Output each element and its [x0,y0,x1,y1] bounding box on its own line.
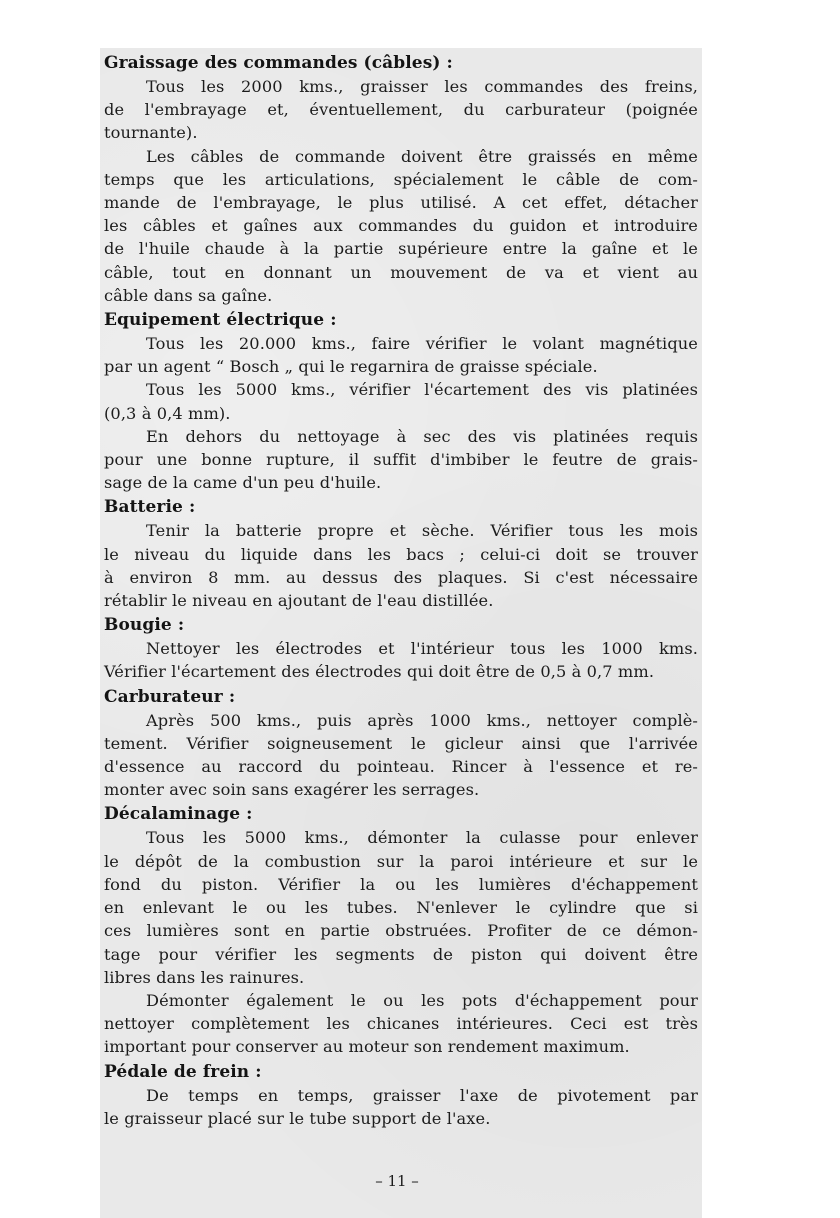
text-line: nettoyer complètement les chicanes intérieures. Ceci est très [104,1014,698,1034]
section-title: Carburateur : [104,686,236,707]
text-line: rétablir le niveau en ajoutant de l'eau distillée. [104,591,494,611]
text-line: Tous les 20.000 kms., faire vérifier le volant magnétique [146,334,698,354]
text-line: En dehors du nettoyage à sec des vis platinées requis [146,426,698,446]
text-line: Tenir la batterie propre et sèche. Vérifier tous les mois [146,521,698,541]
paragraph [104,332,698,378]
text-line: le graisseur placé sur le tube support de l'axe. [104,1108,491,1128]
text-line: Tous les 5000 kms., démonter la culasse pour enlever [146,828,698,848]
page-number: – 11 – [375,1172,419,1190]
paragraph [104,1084,698,1130]
paragraph [104,637,698,683]
text-line: fond du piston. Vérifier la ou les lumières d'échappement [104,874,698,894]
text-line: de l'huile chaude à la partie supérieure entre la gaîne et le [104,239,698,259]
text-line: Les câbles de commande doivent être graissés en même [146,146,698,166]
text-line: les câbles et gaînes aux commandes du guidon et introduire [104,216,698,236]
text-line: (0,3 à 0,4 mm). [104,403,231,423]
paragraph [104,145,698,307]
section [104,494,698,612]
section-title: Décalaminage : [104,804,253,825]
text-line: Tous les 2000 kms., graisser les commandes des freins, [146,77,698,96]
text-line: de l'embrayage et, éventuellement, du carburateur (poignée [104,100,698,120]
text-line: temps que les articulations, spécialement le câble de com- [104,169,698,189]
text-line: Vérifier l'écartement des électrodes qui doit être de 0,5 à 0,7 mm. [104,662,655,682]
text-line: monter avec soin sans exagérer les serrages. [104,780,480,800]
section-title: Batterie : [104,497,196,518]
paragraph [104,709,698,802]
text-line: De temps en temps, graisser l'axe de pivotement par [146,1085,698,1105]
text-line: Nettoyer les électrodes et l'intérieur tous les 1000 kms. [146,639,698,659]
text-line: par un agent “ Bosch „ qui le regarnira de graisse spéciale. [104,357,598,377]
paragraph [104,425,698,495]
section [104,801,698,1058]
scanned-page [100,48,702,1218]
text-line: câble dans sa gaîne. [104,285,273,305]
text-line: libres dans les rainures. [104,967,305,987]
paragraph [104,378,698,424]
section-title: Graissage des commandes (câbles) : [104,53,453,73]
text-line: d'essence au raccord du pointeau. Rincer à l'essence et re- [104,757,698,777]
paragraph [104,989,698,1059]
paragraph [104,826,698,988]
text-line: tement. Vérifier soigneusement le gicleur ainsi que l'arrivée [104,733,698,753]
paragraph [104,519,698,612]
section [104,307,698,494]
section-title: Pédale de frein : [104,1061,262,1082]
text-line: en enlevant le ou les tubes. N'enlever le cylindre que si [104,898,698,918]
text-line: câble, tout en donnant un mouvement de va et vient au [104,262,698,282]
text-line: tournante). [104,123,198,143]
text-line: Après 500 kms., puis après 1000 kms., nettoyer complè- [146,710,698,730]
text-line: sage de la came d'un peu d'huile. [104,473,382,493]
section [104,684,698,802]
text-line: Tous les 5000 kms., vérifier l'écartement des vis platinées [146,380,698,400]
section-title: Equipement électrique : [104,310,337,331]
text-line: important pour conserver au moteur son rendement maximum. [104,1037,630,1057]
section [104,612,698,683]
text-line: pour une bonne rupture, il suffit d'imbiber le feutre de grais- [104,450,698,470]
page-body [104,50,698,1130]
text-line: le niveau du liquide dans les bacs ; celui-ci doit se trouver [104,544,698,564]
text-line: à environ 8 mm. au dessus des plaques. Si c'est nécessaire [104,567,698,587]
section-title: Bougie : [104,615,185,636]
section [104,1059,698,1130]
paragraph [104,75,698,145]
section [104,50,698,307]
text-line: mande de l'embrayage, le plus utilisé. A cet effet, détacher [104,193,698,213]
text-line: tage pour vérifier les segments de piston qui doivent être [104,944,698,964]
text-line: ces lumières sont en partie obstruées. Profiter de ce démon- [104,921,698,941]
text-line: le dépôt de la combustion sur la paroi intérieure et sur le [104,851,698,871]
text-line: Démonter également le ou les pots d'échappement pour [146,990,698,1010]
